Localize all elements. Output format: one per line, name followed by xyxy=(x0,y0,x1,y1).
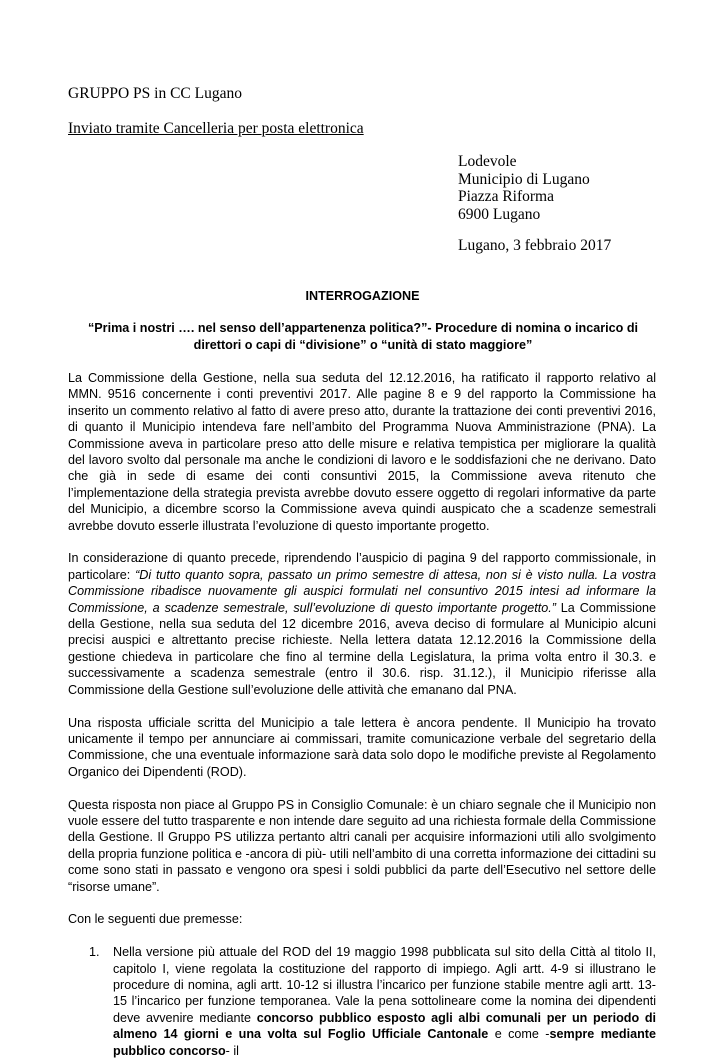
sender-group: GRUPPO PS in CC Lugano xyxy=(68,85,242,102)
list-item-number: 1. xyxy=(89,945,100,960)
recipient-line-2: Municipio di Lugano xyxy=(458,170,590,188)
recipient-line-4: 6900 Lugano xyxy=(458,205,541,223)
sent-via-line: Inviato tramite Cancelleria per posta elettronica xyxy=(68,120,364,137)
recipient-address xyxy=(458,153,590,223)
list-item-text-a: Nella versione più attuale del ROD del 19 maggio 1998 pubblicata sul sito della Città al titolo II, capitolo I, viene regolata la costituzione del rapporto di impiego. Agli artt. 4-9 si illustrano le procedure di nomina, agli artt. 10-12 si illustra l’incarico per funzione stabile mentre agli artt. 13-15 l’incarico per funzione temporanea. Vale la pena sottolineare come la nomina dei dipendenti deve avvenire mediante xyxy=(113,945,656,1025)
letter-date: Lugano, 3 febbraio 2017 xyxy=(458,237,612,254)
list-item-text-c: e come - xyxy=(488,1027,550,1042)
letter-body xyxy=(68,370,656,1059)
premises-list xyxy=(68,944,656,1059)
list-item-bold-2: sempre mediante pubblico concorso xyxy=(113,1027,656,1058)
document-subject: “Prima i nostri …. nel senso dell’appartenenza politica?”- Procedure di nomina o incarico di direttori o capi di “divisione” o “unità di stato maggiore” xyxy=(87,321,639,352)
paragraph-5: Con le seguenti due premesse: xyxy=(68,912,243,927)
paragraph-2 xyxy=(68,550,656,698)
list-item xyxy=(68,944,656,1059)
list-item-bold-1: concorso pubblico esposto agli albi comunali per un periodo di almeno 14 giorni e una volta sul Foglio Ufficiale Cantonale xyxy=(113,1010,657,1042)
paragraph-2-quote: “Di tutto quanto sopra, passato un primo semestre di attesa, non si è visto nulla. La vostra Commissione ribadisce nuovamente gli auspici formulati nel consuntivo 2015 intesi ad informare la Commissione, a scadenze semestrale, sull’evoluzione di questo importante progetto.” xyxy=(68,567,656,615)
list-item-text-e: - il xyxy=(225,1043,239,1058)
recipient-line-3: Piazza Riforma xyxy=(458,188,554,205)
recipient-line-1: Lodevole xyxy=(458,153,517,170)
paragraph-2-rest: La Commissione della Gestione, nella sua seduta del 12 dicembre 2016, aveva deciso di formulare al Municipio alcuni precisi auspici e altrettanto precise richieste. Nella lettera datata 12.12.2016 la Commissione della gestione chiedeva in particolare che fino al termine della Legislatura, la prima volta entro il 30.3. e successivamente a scadenza semestrale (entro il 30.6. risp. 31.12.), il Municipio riferisse alla Commissione della Gestione sull’evoluzione delle attività che emanano dal PNA. xyxy=(68,600,656,697)
paragraph-3: Una risposta ufficiale scritta del Municipio a tale lettera è ancora pendente. Il Municipio ha trovato unicamente il tempo per annunciare ai commissari, tramite comunicazione verbale del segretario della Commissione, che una eventuale informazione sarà data solo dopo le modifiche previste al Regolamento Organico dei Dipendenti (ROD). xyxy=(68,715,656,779)
document-title: INTERROGAZIONE xyxy=(305,289,420,303)
paragraph-2-intro: In considerazione di quanto precede, riprendendo l’auspicio di pagina 9 del rapporto commissionale, in particolare: xyxy=(68,551,656,582)
list-item-text xyxy=(113,944,656,1059)
paragraph-4: Questa risposta non piace al Gruppo PS in Consiglio Comunale: è un chiaro segnale che il Municipio non vuole essere del tutto trasparente e non intende dare seguito ad una richiesta formale della Commissione della Gestione. Il Gruppo PS utilizza pertanto altri canali per acquisire informazioni utili allo svolgimento della propria funzione politica e -ancora di più- utili nell’ambito di una corretta informazione dei cittadini su come sono stati in passato e vengono ora spesi i soldi pubblici da parte dell’Esecutivo nel settore delle “risorse umane”. xyxy=(68,797,656,894)
paragraph-1: La Commissione della Gestione, nella sua seduta del 12.12.2016, ha ratificato il rapporto relativo al MMN. 9516 concernente i conti preventivi 2017. Alle pagine 8 e 9 del rapporto la Commissione ha inserito un commento relativo al fatto di avere preso atto, durante la trattazione dei conti preventivi 2016, di quanto il Municipio intendeva fare nell’ambito del Programma Nuova Amministrazione (PNA). La Commissione aveva in particolare preso atto delle misure e relativa tempistica per migliorare la qualità del lavoro svolto dal personale ma anche le condizioni di lavoro e le soddisfazioni che ne derivano. Dato che già in sede di esame dei conti consuntivi 2015, la Commissione aveva ritenuto che l’implementazione della strategia prevista avrebbe dovuto essere oggetto di regolari informative da parte del Municipio, a dicembre scorso la Commissione aveva quindi auspicato che a scadenze semestrali avrebbe dovuto esserle illustrata l’evoluzione di questo importante progetto. xyxy=(68,371,656,533)
